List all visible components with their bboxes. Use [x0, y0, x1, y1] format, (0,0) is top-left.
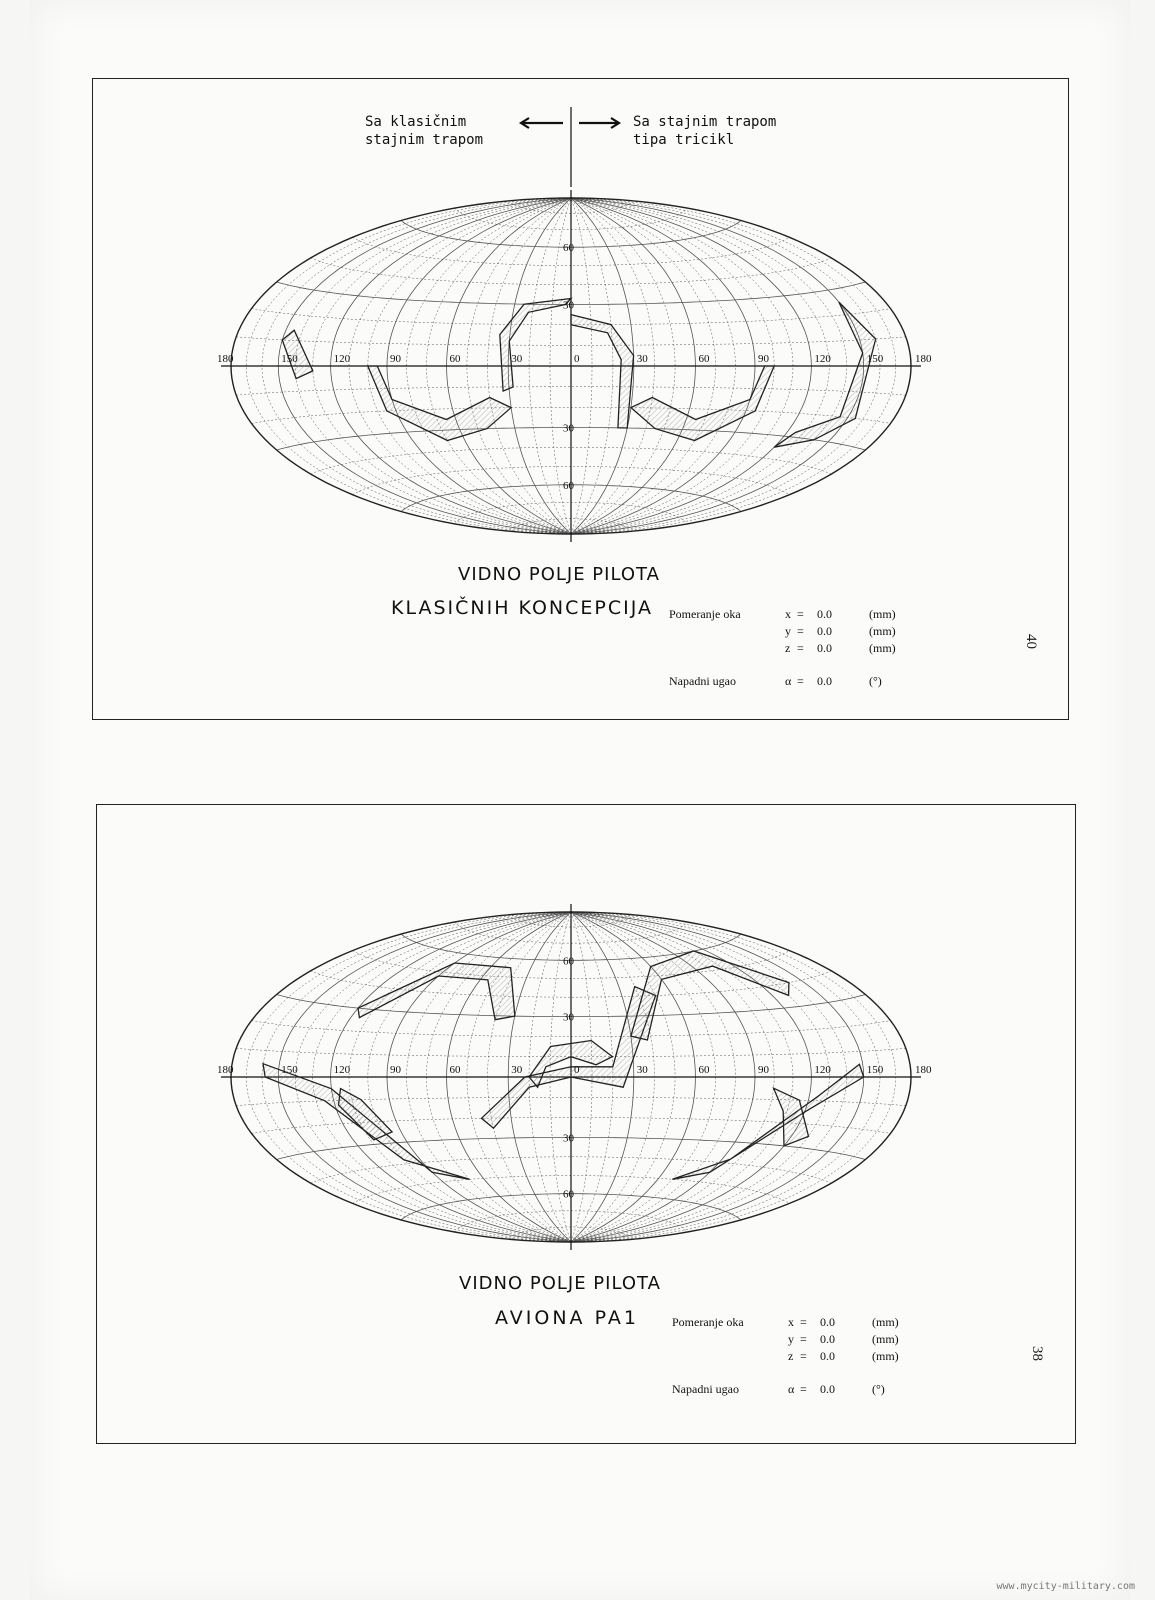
top-figure-frame [92, 78, 1069, 720]
angle-label: Napadni ugao [669, 674, 736, 688]
top-title-line1: VIDNO POLJE PILOTA [458, 564, 660, 585]
param-eq: = [797, 641, 804, 655]
top-parameters [669, 607, 929, 691]
annotation-left-line2: stajnim trapom [365, 132, 484, 148]
param-row-y [672, 1332, 932, 1349]
top-page-number: 40 [1023, 634, 1039, 649]
param-eq: = [800, 1349, 807, 1363]
param-eq: = [800, 1315, 807, 1329]
longitude-tick-label: 90 [389, 1064, 401, 1076]
watermark-url: www.mycity-military.com [996, 1581, 1135, 1592]
bottom-parameters [672, 1315, 932, 1399]
param-var: y [785, 624, 791, 638]
longitude-tick-label: 90 [389, 353, 401, 365]
longitude-tick-label: 120 [333, 1064, 351, 1076]
param-var: y [788, 1332, 794, 1346]
param-row-z [669, 641, 929, 658]
top-title-line2: KLASIČNIH KONCEPCIJA [391, 597, 654, 619]
angle-value: 0.0 [820, 1382, 835, 1396]
longitude-tick-label: 150 [866, 353, 884, 365]
longitude-tick-label: 120 [333, 353, 351, 365]
param-eq: = [797, 624, 804, 638]
param-unit: (mm) [872, 1315, 899, 1329]
param-row-x [672, 1315, 932, 1332]
param-value: 0.0 [817, 607, 832, 621]
longitude-tick-label: 180 [217, 1064, 234, 1076]
param-label: Pomeranje oka [669, 607, 741, 621]
longitude-tick-label: 120 [814, 1064, 831, 1076]
param-var: z [785, 641, 791, 655]
param-value: 0.0 [820, 1315, 835, 1329]
longitude-tick-label: 150 [281, 353, 298, 365]
bottom-title-line1: VIDNO POLJE PILOTA [459, 1273, 661, 1294]
param-unit: (mm) [872, 1332, 899, 1346]
canopy-frame-upper-right [631, 951, 789, 1040]
longitude-tick-label: 180 [915, 1064, 932, 1076]
canopy-rail-right [774, 302, 876, 447]
param-var: x [788, 1315, 794, 1329]
latitude-tick-label: 30 [563, 1011, 574, 1024]
longitude-tick-label: 30 [636, 1064, 648, 1076]
longitude-tick-label: 0 [574, 1064, 580, 1076]
param-var: z [788, 1349, 794, 1363]
angle-unit: (°) [872, 1382, 885, 1396]
latitude-tick-label: 60 [563, 479, 574, 492]
param-eq: = [800, 1332, 807, 1346]
bottom-page-number: 38 [1029, 1346, 1045, 1361]
angle-label: Napadni ugao [672, 1382, 739, 1396]
param-row-x [669, 607, 929, 624]
param-var: x [785, 607, 791, 621]
annotation-right-line1: Sa stajnim trapom [633, 114, 777, 130]
windshield-arch-left [500, 299, 571, 392]
canopy-frame-right [631, 366, 774, 441]
param-value: 0.0 [820, 1349, 835, 1363]
longitude-tick-label: 120 [814, 353, 831, 365]
param-row-angle [672, 1382, 932, 1399]
angle-var: α [785, 674, 792, 688]
longitude-tick-label: 90 [758, 353, 770, 365]
longitude-tick-label: 30 [511, 353, 523, 365]
param-unit: (mm) [869, 641, 896, 655]
angle-var: α [788, 1382, 795, 1396]
angle-value: 0.0 [817, 674, 832, 688]
latitude-tick-label: 60 [563, 242, 574, 255]
longitude-tick-label: 180 [217, 353, 234, 365]
longitude-tick-label: 60 [698, 1064, 710, 1076]
angle-unit: (°) [869, 674, 882, 688]
param-value: 0.0 [820, 1332, 835, 1346]
param-eq: = [797, 607, 804, 621]
latitude-tick-label: 60 [563, 955, 574, 968]
param-label: Pomeranje oka [672, 1315, 744, 1329]
arrow-left-icon [521, 118, 563, 128]
param-value: 0.0 [817, 641, 832, 655]
longitude-tick-label: 30 [511, 1064, 523, 1076]
param-unit: (mm) [869, 607, 896, 621]
latitude-tick-label: 30 [563, 422, 574, 435]
canopy-frame-left [368, 366, 511, 441]
canopy-frame-upper-left [358, 963, 515, 1020]
longitude-tick-label: 150 [281, 1064, 298, 1076]
latitude-tick-label: 30 [563, 1132, 574, 1145]
longitude-tick-label: 180 [915, 353, 932, 365]
arrow-right-icon [579, 118, 619, 128]
param-row-angle [669, 674, 929, 691]
param-unit: (mm) [872, 1349, 899, 1363]
bottom-title-line2: AVIONA PA1 [495, 1307, 639, 1329]
annotation-left-line1: Sa klasičnim [365, 114, 467, 130]
windshield-arch-right [571, 315, 634, 428]
map-labels [217, 242, 932, 492]
angle-eq: = [800, 1382, 807, 1396]
longitude-tick-label: 0 [574, 353, 580, 365]
latitude-tick-label: 30 [563, 299, 574, 312]
param-unit: (mm) [869, 624, 896, 638]
longitude-tick-label: 90 [758, 1064, 770, 1076]
longitude-tick-label: 60 [449, 1064, 461, 1076]
param-value: 0.0 [817, 624, 832, 638]
longitude-tick-label: 60 [698, 353, 710, 365]
bottom-figure-frame [96, 804, 1076, 1444]
param-row-y [669, 624, 929, 641]
obstruction-regions [282, 299, 875, 448]
annotation-right-line2: tipa tricikl [633, 132, 735, 148]
side-post-right [774, 1088, 809, 1146]
param-row-z [672, 1349, 932, 1366]
longitude-tick-label: 60 [449, 353, 461, 365]
longitude-tick-label: 150 [866, 1064, 884, 1076]
longitude-tick-label: 30 [636, 353, 648, 365]
latitude-tick-label: 60 [563, 1188, 574, 1201]
angle-eq: = [797, 674, 804, 688]
